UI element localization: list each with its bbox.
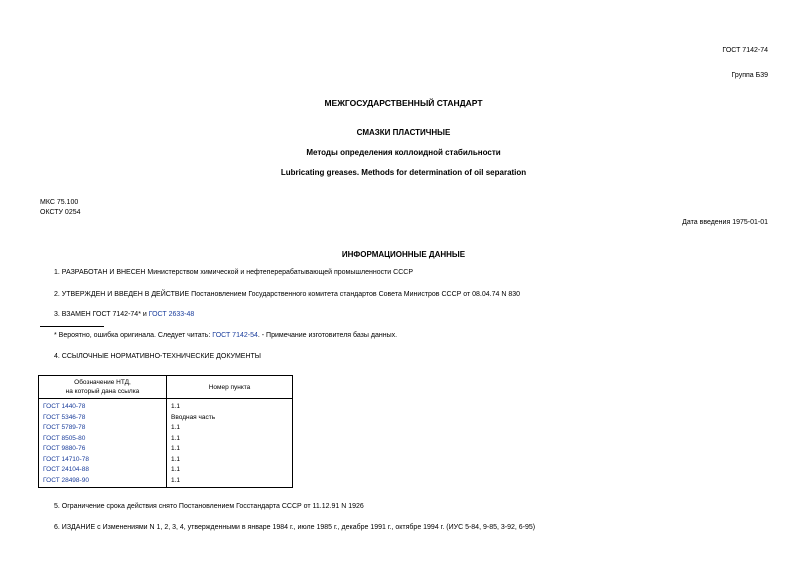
info-item-3-text: 3. ВЗАМЕН ГОСТ 7142-74* и: [54, 311, 149, 318]
col-header-clause: Номер пункта: [167, 376, 293, 399]
table-row: [39, 455, 293, 466]
reference-table: [38, 375, 293, 488]
ref-doc-link[interactable]: ГОСТ 1440-78: [39, 399, 167, 413]
okstu-code: ОКСТУ 0254: [40, 209, 81, 216]
ref-clause: 1.1: [167, 444, 293, 455]
ref-doc-link[interactable]: ГОСТ 5346-78: [39, 413, 167, 424]
subject-title: СМАЗКИ ПЛАСТИЧНЫЕ: [356, 128, 451, 137]
ref-clause: 1.1: [167, 423, 293, 434]
footnote-text: * Вероятно, ошибка оригинала. Следует читать:: [54, 332, 213, 339]
table-row: [39, 444, 293, 455]
info-item-6: 6. ИЗДАНИЕ с Изменениями N 1, 2, 3, 4, утвержденными в январе 1984 г., июле 1985 г., декабре 1991 г., октябре 1994 г. (ИУС 5-84, 9-85, 3-92, 6-95): [54, 524, 536, 531]
info-item-4: 4. ССЫЛОЧНЫЕ НОРМАТИВНО-ТЕХНИЧЕСКИЕ ДОКУМЕНТЫ: [54, 353, 261, 360]
info-item-2: 2. УТВЕРЖДЕН И ВВЕДЕН В ДЕЙСТВИЕ Постановлением Государственного комитета стандартов Совета Министров СССР от 08.04.74 N 830: [54, 291, 521, 298]
standard-type-title: МЕЖГОСУДАРСТВЕННЫЙ СТАНДАРТ: [324, 98, 483, 108]
method-title-en: Lubricating greases. Methods for determination of oil separation: [280, 168, 527, 177]
gost-number: ГОСТ 7142-74: [722, 47, 768, 54]
table-header-row: [39, 376, 293, 399]
group-code: Группа Б39: [731, 72, 768, 79]
ref-clause: 1.1: [167, 455, 293, 466]
table-row: [39, 399, 293, 413]
info-item-3: [54, 311, 194, 318]
info-item-5: 5. Ограничение срока действия снято Постановлением Госстандарта СССР от 11.12.91 N 1926: [54, 503, 364, 510]
info-item-1: 1. РАЗРАБОТАН И ВНЕСЕН Министерством химической и нефтеперерабатывающей промышленности СССР: [54, 269, 413, 276]
table-row: [39, 476, 293, 488]
ref-clause: 1.1: [167, 465, 293, 476]
intro-date: Дата введения 1975-01-01: [682, 219, 768, 226]
ref-doc-link[interactable]: ГОСТ 28498-90: [39, 476, 167, 488]
footnote-suffix: . - Примечание изготовителя базы данных.: [257, 332, 398, 339]
ref-clause: 1.1: [167, 399, 293, 413]
gost-2633-link[interactable]: ГОСТ 2633-48: [148, 311, 195, 318]
ref-doc-link[interactable]: ГОСТ 9880-76: [39, 444, 167, 455]
info-heading: ИНФОРМАЦИОННЫЕ ДАННЫЕ: [341, 250, 466, 259]
ref-doc-link[interactable]: ГОСТ 14710-78: [39, 455, 167, 466]
mks-code: МКС 75.100: [40, 199, 79, 206]
method-title-ru: Методы определения коллоидной стабильности: [306, 148, 501, 157]
ref-clause: Вводная часть: [167, 413, 293, 424]
table-row: [39, 413, 293, 424]
table-row: [39, 465, 293, 476]
col-header-doc: [39, 376, 167, 399]
ref-clause: 1.1: [167, 476, 293, 488]
table-row: [39, 434, 293, 445]
gost-7142-54-link[interactable]: ГОСТ 7142-54: [212, 332, 258, 339]
footnote-divider: [40, 326, 104, 327]
ref-doc-link[interactable]: ГОСТ 5789-78: [39, 423, 167, 434]
ref-doc-link[interactable]: ГОСТ 8505-80: [39, 434, 167, 445]
col-header-doc-line1: Обозначение НТД,: [74, 379, 131, 386]
footnote: [54, 332, 397, 339]
ref-doc-link[interactable]: ГОСТ 24104-88: [39, 465, 167, 476]
ref-clause: 1.1: [167, 434, 293, 445]
col-header-doc-line2: на который дана ссылка: [65, 388, 140, 395]
table-row: [39, 423, 293, 434]
